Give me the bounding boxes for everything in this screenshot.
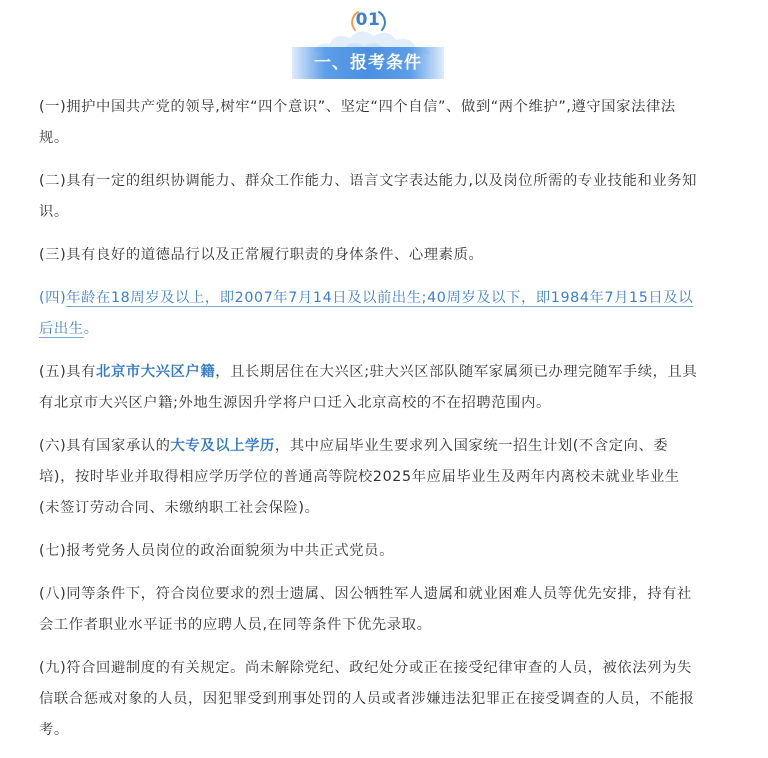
requirement-item-2: (二)具有一定的组织协调能力、群众工作能力、语言文字表达能力,以及岗位所需的专业技能和业务知识。: [39, 173, 698, 220]
requirement-item-8: (八)同等条件下，符合岗位要求的烈士遗属、因公牺牲军人遗属和就业困难人员等优先安排，持有社会工作者职业水平证书的应聘人员,在同等条件下优先录取。: [39, 586, 692, 633]
requirement-item-6-prefix: (六)具有国家承认的: [39, 438, 171, 454]
requirement-item-4-suffix: 。: [83, 321, 99, 337]
requirement-item-4[interactable]: [39, 283, 699, 345]
requirement-item-4-prefix: (四): [39, 290, 67, 306]
section-title-bar: [292, 47, 444, 79]
requirement-item-5-prefix: (五)具有: [39, 364, 97, 380]
requirement-item-5-suffix: ，且长期居住在大兴区;驻大兴区部队随军家属须已办理完随军手续，且具有北京市大兴区户籍;外地生源因升学将户口迁入北京高校的不在招聘范围内。: [39, 364, 698, 411]
section-number-badge: [346, 6, 390, 40]
requirement-item-5: [39, 357, 699, 419]
requirements-list: [39, 92, 699, 758]
requirement-item-6-suffix: ，其中应届毕业生要求列入国家统一招生计划(不含定向、委培)，按时毕业并取得相应学历学位的普通高等院校2025年应届毕业生及两年内离校未就业毕业生(未签订劳动合同、未缴纳职工社会保险)。: [39, 438, 680, 516]
household-registration-highlight: 北京市大兴区户籍: [96, 364, 216, 380]
section-header: [0, 0, 768, 86]
education-highlight: 大专及以上学历: [170, 438, 275, 454]
requirement-item-9: (九)符合回避制度的有关规定。尚未解除党纪、政纪处分或正在接受纪律审查的人员，被依法列为失信联合惩戒对象的人员，因犯罪受到刑事处罚的人员或者涉嫌违法犯罪正在接受调查的人员，不能报考。: [39, 660, 695, 738]
section-number: 01: [355, 10, 381, 30]
requirement-item-1: (一)拥护中国共产党的领导,树牢“四个意识”、坚定“四个自信”、做到“两个维护”,遵守国家法律法规。: [39, 99, 676, 146]
requirement-item-3: (三)具有良好的道德品行以及正常履行职责的身体条件、心理素质。: [39, 247, 484, 263]
age-requirement-link[interactable]: 年龄在18周岁及以上，即2007年7月14日及以前出生;40周岁及以下，即1984年7月15日及以后出生: [39, 290, 694, 337]
section-title: 一、报考条件: [314, 53, 422, 73]
requirement-item-6: [39, 431, 699, 524]
requirement-item-7: (七)报考党务人员岗位的政治面貌须为中共正式党员。: [39, 543, 394, 559]
